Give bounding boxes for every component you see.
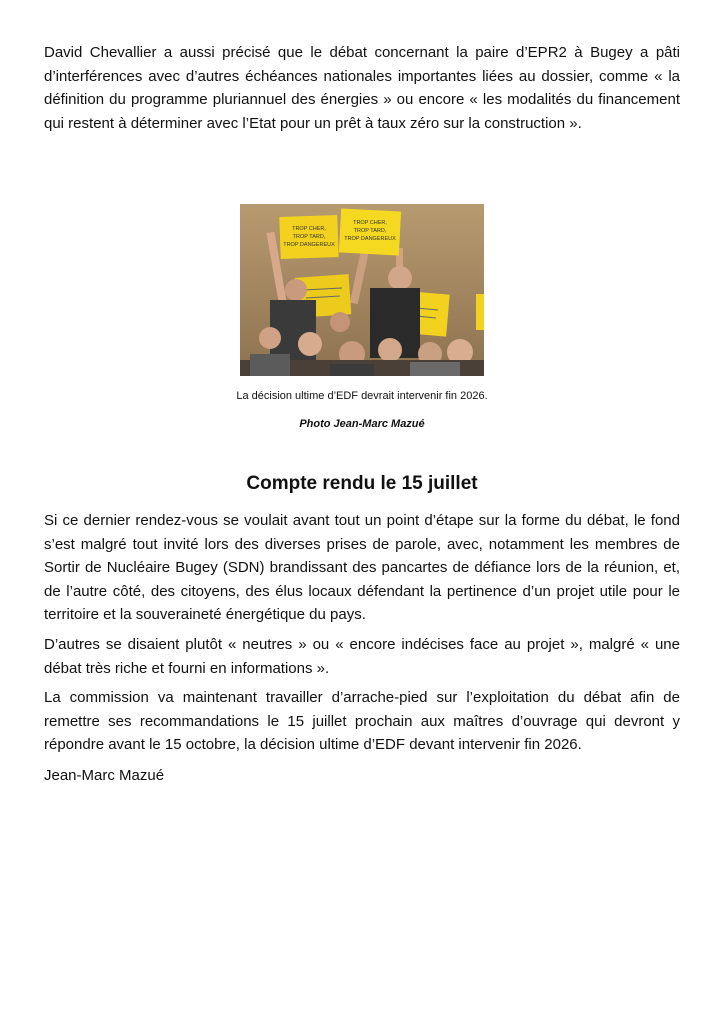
svg-text:TROP TARD,: TROP TARD, xyxy=(353,228,387,234)
paragraph-body-1: Si ce dernier rendez-vous se voulait avant tout un point d’étape sur la forme du débat, le fond s’est malgré tout invité lors des diverses prises de parole, avec, notamment les membres de Sortir de Nucléaire Bugey (SDN) brandissant des pancartes de défiance lors de la réunion, et, de l’autre côté, des citoyens, des élus locaux défendant la pertinence d’un projet utile pour le territoire et la souveraineté énergétique du pays. xyxy=(44,512,680,624)
protest-photo xyxy=(240,204,484,376)
paragraph-body-2: D’autres se disaient plutôt « neutres » ou « encore indécises face au projet », malgré « une débat très riche et fourni en informations ». xyxy=(44,636,680,677)
paragraph-intro: David Chevallier a aussi précisé que le débat concernant la paire d’EPR2 à Bugey a pâti d’interférences avec d’autres échéances nationales importantes liées au dossier, comme « la définition du programme pluriannuel des énergies » ou encore « les modalités du financement qui restent à déterminer avec l’Etat pour un prêt à taux zéro sur la construction ». xyxy=(44,44,680,132)
protest-sign-left xyxy=(279,215,338,259)
paragraph-body-3: La commission va maintenant travailler d’arrache-pied sur l’exploitation du débat afin de remettre ses recommandations le 15 juillet prochain aux maîtres d’ouvrage qui devront y répondre avant le 15 octobre, la décision ultime d’EDF devant intervenir fin 2026. xyxy=(44,689,680,754)
svg-text:TROP CHER,: TROP CHER, xyxy=(353,220,387,226)
section-heading: Compte rendu le 15 juillet xyxy=(246,473,478,494)
photo-credit: Photo Jean-Marc Mazué xyxy=(299,418,425,430)
svg-text:TROP TARD,: TROP TARD, xyxy=(292,234,326,240)
photo-caption: La décision ultime d’EDF devrait intervenir fin 2026. xyxy=(236,390,488,402)
protest-sign-center xyxy=(339,208,401,255)
svg-text:TROP DANGEREUX: TROP DANGEREUX xyxy=(344,236,396,242)
author-signature: Jean-Marc Mazué xyxy=(44,767,165,784)
svg-text:TROP CHER,: TROP CHER, xyxy=(292,226,326,232)
svg-text:TROP DANGEREUX: TROP DANGEREUX xyxy=(283,242,335,248)
